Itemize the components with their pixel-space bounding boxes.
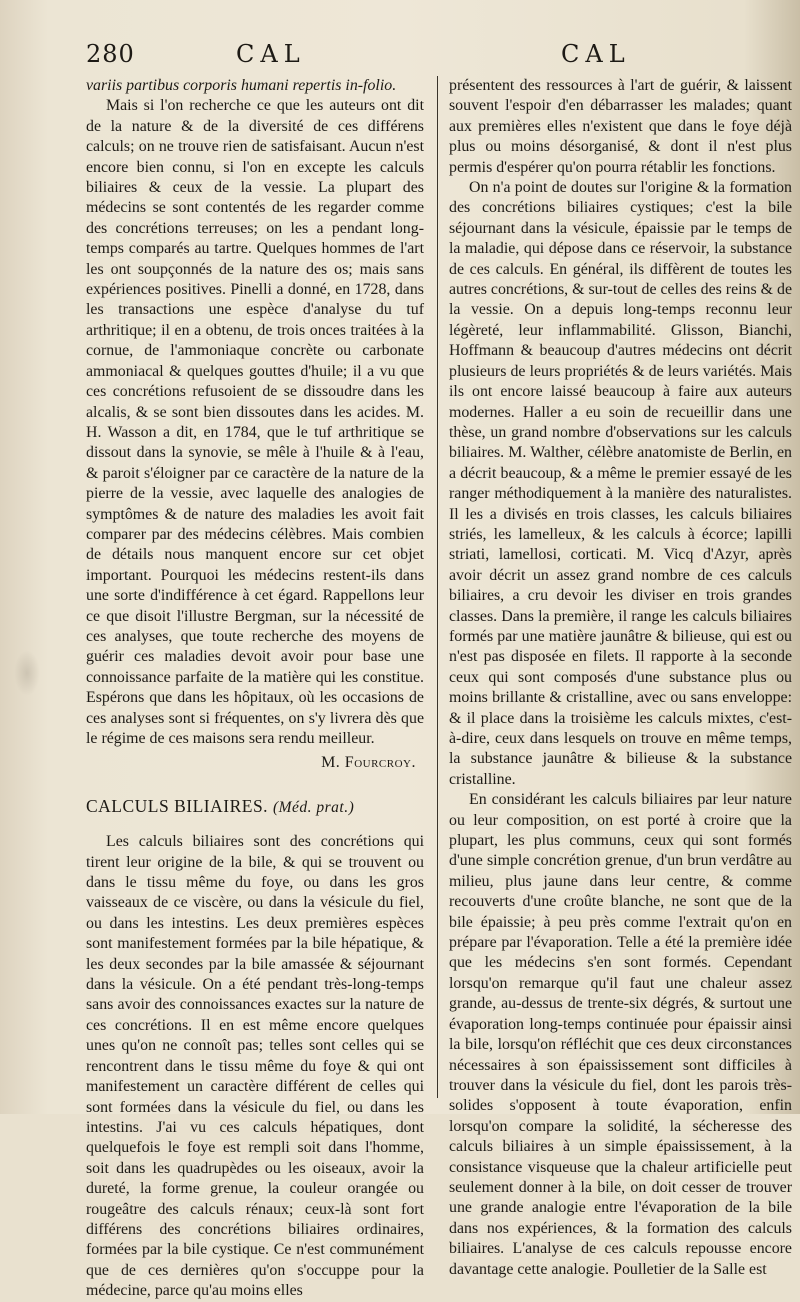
paragraph: présentent des ressources à l'art de guérir, & laissent souvent l'espoir d'en débarrasser les malades; quant aux premières elles n'existent que dans le foye déjà plus ou moins désorganisé, & dont il n'est plus permis d'espérer qu'on pourra rétablir les fonctions. <box>449 77 792 176</box>
running-head <box>86 40 776 74</box>
paragraph: Mais si l'on recherche ce que les auteurs ont dit de la nature & de la diversité de ces différens calculs; on ne trouve rien de satisfaisant. Aucun n'est encore bien connu, si l'on en excepte les calculs biliaires & ceux de la vessie. La plupart des médecins se sont contentés de les regarder comme des concrétions terreuses; on les a pendant long-temps comparés au tartre. Quelques hommes de l'art les ont soupçonnés de la nature des os; mais sans expériences positives. Pinelli a donné, en 1728, dans les transactions une espèce d'analyse du tuf arthritique; il en a obtenu, de trois onces traitées à la cornue, de l'ammoniaque concrète ou carbonate ammoniacal & quelques gouttes d'huile; il a vu que ces concrétions refusoient de se dissoudre dans les alcalis, & se sont bien dissoutes dans les acides. M. H. Wasson a dit, en 1784, que le tuf arthritique se dissout dans la synovie, se mêle à l'huile & à l'eau, & paroit s'éloigner par ce caractère de la nature de la pierre de la vessie, avec laquelle des analogies de symptômes & de nature des maladies les avoit fait comparer par des médecins célèbres. Mais combien de détails nous manquent encore sur cet objet important. Pourquoi les médecins restent-ils dans une sorte d'indifférence à cet égard. Rappellons leur ce que disoit l'illustre Bergman, sur la nécessité de ces analyses, que toute recherche des moyens de guérir ces maladies devoit avoir pour base une connoissance parfaite de la matière qui les constitue. Espérons que dans les hôpitaux, où les occasions de ces analyses sont si fréquentes, on s'y livrera dès que le régime de ces maisons sera rendu meilleur. <box>86 97 424 747</box>
running-head-left: CAL <box>236 40 306 68</box>
paragraph: Les calculs biliaires sont des concrétions qui tirent leur origine de la bile, & qui se trouvent ou dans le tissu même du foye, ou dans les gros vaisseaux de ce viscère, ou dans la vésicule du fiel, ou dans les intestins. Les deux premières espèces sont manifestement formées par la bile hépatique, & les deux secondes par la bile amassée & séjournant dans la vésicule. On a été pendant très-long-temps sans avoir des connoissances exactes sur la nature de ces concrétions. Il en est même encore quelques unes qu'on ne connoît pas; telles sont celles qui se rencontrent dans le tissu même du foye & qui ont manifestement un caractère différent de celles qui sont formées dans la vésicule du fiel, ou dans les intestins. J'ai vu ces calculs hépatiques, dont quelquefois le foye est rempli soit dans l'homme, soit dans les quadrupèdes ou les oiseaux, avoir la dureté, la forme grenue, la couleur orangée ou rougeâtre des calculs rénaux; ceux-là sont fort différens des concrétions biliaires ordinaires, formées par la bile cystique. Ce n'est communément que de ces dernières qu'on s'occuppe pour la médecine, parce qu'au moins elles <box>86 833 424 1300</box>
continuation-text: variis partibus corporis humani repertis in-folio. <box>86 77 397 94</box>
column-divider <box>437 76 438 1098</box>
article-title: CALCULS BILIAIRES. <box>86 795 269 816</box>
page-number: 280 <box>86 40 135 68</box>
right-column <box>449 76 792 1278</box>
paragraph: En considérant les calculs biliaires par leur nature ou leur composition, on est porté à croire que la plupart, les plus communs, ceux qui sont formés d'une simple concrétion grenue, d'un brun verdâtre au milieu, plus jaune dans leur centre, & comme recouverts d'une croûte blanche, ne sont que de la bile épaissie; à peu près comme l'extrait qu'on en prépare par l'évaporation. Telle a été la première idée que les médecins s'en sont formés. Cependant lorsqu'on remarque qu'il faut une chaleur assez grande, au-dessus de trente-six dégrés, & surtout une évaporation long-temps continuée pour épaissir ainsi la bile, lorsqu'on réfléchit que ces deux circonstances nécessaires à son épaississement sont difficiles à trouver dans la vésicule du fiel, dont les parois très-solides s'opposent à toute évaporation, enfin lorsqu'on compare la solidité, la sécheresse des calculs biliaires à un simple épaississement, à la consistance visqueuse que la chaleur artificielle peut seulement donner à la bile, on doit cesser de trouver une grande analogie entre l'évaporation de la bile dans nos expériences, & la formation des calculs biliaires. L'analyse de ces calculs repousse encore davantage cette analogie. Poulletier de la Salle est <box>449 791 792 1278</box>
paragraph: On n'a point de doutes sur l'origine & la formation des concrétions biliaires cystiques; c'est la bile séjournant dans la vésicule, épaissie par le temps de la maladie, qui dépose dans ce réservoir, la substance de ces calculs. En général, ils diffèrent de toutes les autres concrétions, & sur-tout de celles des reins & de la vessie. On a depuis long-temps reconnu leur légèreté, leur inflammabilité. Glisson, Bianchi, Hoffmann & beaucoup d'autres médecins ont décrit plusieurs de leurs propriétés & de leurs variétés. Mais ils ont encore laissé beaucoup à faire aux auteurs modernes. Haller a eu soin de recueillir dans une thèse, un grand nombre d'observations sur les calculs biliaires. M. Walther, célèbre anatomiste de Berlin, en a décrit beaucoup, & a même le premier essayé de les ranger méthodiquement à la manière des naturalistes. Il les a divisés en trois classes, les calculs biliaires striés, les lamelleux, & les calculs à écorce; lapilli striati, lamellosi, corticati. M. Vicq d'Azyr, après avoir décrit un assez grand nombre de ces calculs biliaires, a cru devoir les diviser en trois grandes classes. Dans la première, il range les calculs biliaires formés par une matière jaunâtre & bilieuse, qui est ou n'est pas disposée en filets. Il rapporte à la seconde ceux qui sont composés d'une substance plus ou moins brillante & cristalline, avec ou sans enveloppe: & il place dans la troisième les calculs mixtes, c'est-à-dire, ceux dans lesquels on trouve en même temps, la substance jaunâtre & bilieuse & la substance cristalline. <box>449 179 792 788</box>
running-head-right: CAL <box>561 40 631 68</box>
article-rubric: (Méd. prat.) <box>272 798 355 816</box>
page-stain <box>14 650 40 696</box>
author-signature: M. Fourcroy. <box>321 754 416 772</box>
article-heading <box>86 796 424 818</box>
left-column <box>86 76 424 1300</box>
